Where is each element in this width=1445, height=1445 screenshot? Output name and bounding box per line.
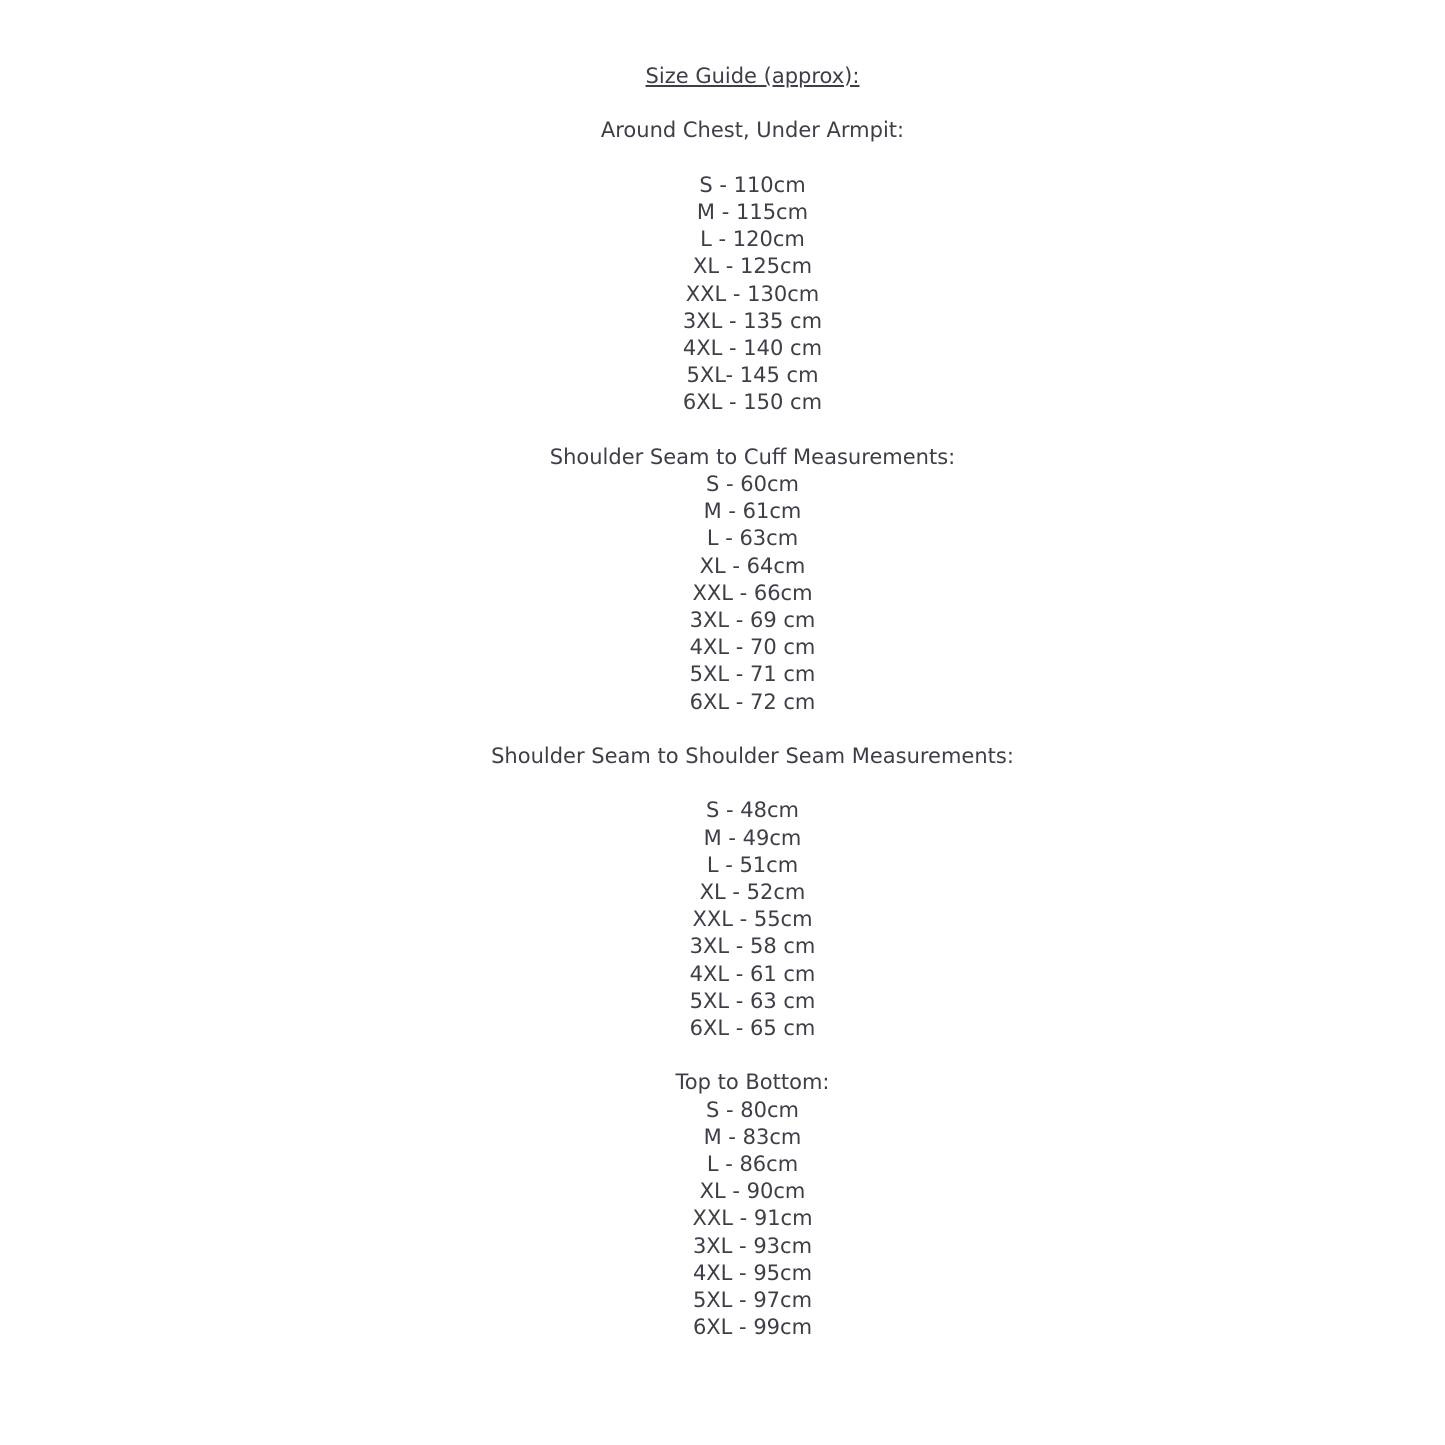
size-line: XL - 52cm bbox=[699, 880, 806, 905]
size-line: 6XL - 99cm bbox=[692, 1315, 813, 1340]
blank-line bbox=[60, 770, 1445, 797]
size-line: XL - 64cm bbox=[699, 553, 806, 578]
blank-line bbox=[60, 716, 1445, 743]
size-line: S - 80cm bbox=[706, 1097, 799, 1122]
size-line: L - 86cm bbox=[706, 1152, 799, 1177]
size-line: XL - 90cm bbox=[699, 1179, 806, 1204]
size-guide-sections bbox=[60, 90, 1445, 1341]
size-line: 3XL - 69 cm bbox=[689, 608, 816, 633]
size-line: M - 49cm bbox=[703, 825, 802, 850]
size-line: 6XL - 150 cm bbox=[682, 390, 823, 415]
size-line: S - 60cm bbox=[706, 472, 799, 496]
section-heading: Around Chest, Under Armpit: bbox=[600, 118, 905, 143]
size-line: 3XL - 58 cm bbox=[689, 934, 816, 959]
size-line: M - 115cm bbox=[696, 199, 809, 224]
blank-line bbox=[60, 145, 1445, 172]
section-heading: Top to Bottom: bbox=[675, 1070, 830, 1095]
size-line: 3XL - 135 cm bbox=[682, 308, 823, 333]
size-line: 5XL- 145 cm bbox=[686, 363, 819, 388]
size-line: 4XL - 61 cm bbox=[689, 961, 816, 986]
size-guide-title: Size Guide (approx): bbox=[645, 64, 860, 88]
blank-line bbox=[60, 90, 1445, 117]
size-line: XXL - 55cm bbox=[692, 907, 813, 932]
section-heading: Shoulder Seam to Shoulder Seam Measurements: bbox=[491, 744, 1014, 769]
section-heading: Shoulder Seam to Cuff Measurements: bbox=[549, 444, 956, 469]
size-line: XXL - 130cm bbox=[685, 281, 820, 306]
size-line: XXL - 66cm bbox=[692, 580, 813, 605]
size-line: 4XL - 70 cm bbox=[689, 635, 816, 660]
size-line: L - 51cm bbox=[706, 852, 799, 877]
size-line: 6XL - 65 cm bbox=[689, 1016, 816, 1041]
size-line: XXL - 91cm bbox=[692, 1206, 813, 1231]
size-line: M - 83cm bbox=[703, 1124, 802, 1149]
size-line: L - 63cm bbox=[706, 526, 799, 551]
size-line: S - 110cm bbox=[699, 172, 806, 197]
size-line: 4XL - 95cm bbox=[692, 1260, 813, 1285]
blank-line bbox=[60, 1042, 1445, 1069]
size-line: S - 48cm bbox=[706, 798, 799, 823]
size-line: 3XL - 93cm bbox=[692, 1233, 813, 1258]
size-line: 5XL - 71 cm bbox=[689, 662, 816, 687]
size-line: M - 61cm bbox=[703, 499, 802, 524]
size-line: 6XL - 72 cm bbox=[689, 689, 816, 714]
size-line: XL - 125cm bbox=[692, 254, 813, 279]
blank-line bbox=[60, 417, 1445, 444]
size-line: 4XL - 140 cm bbox=[682, 336, 823, 360]
size-line: 5XL - 63 cm bbox=[689, 988, 816, 1013]
size-line: 5XL - 97cm bbox=[692, 1288, 813, 1313]
size-line: L - 120cm bbox=[700, 227, 805, 252]
